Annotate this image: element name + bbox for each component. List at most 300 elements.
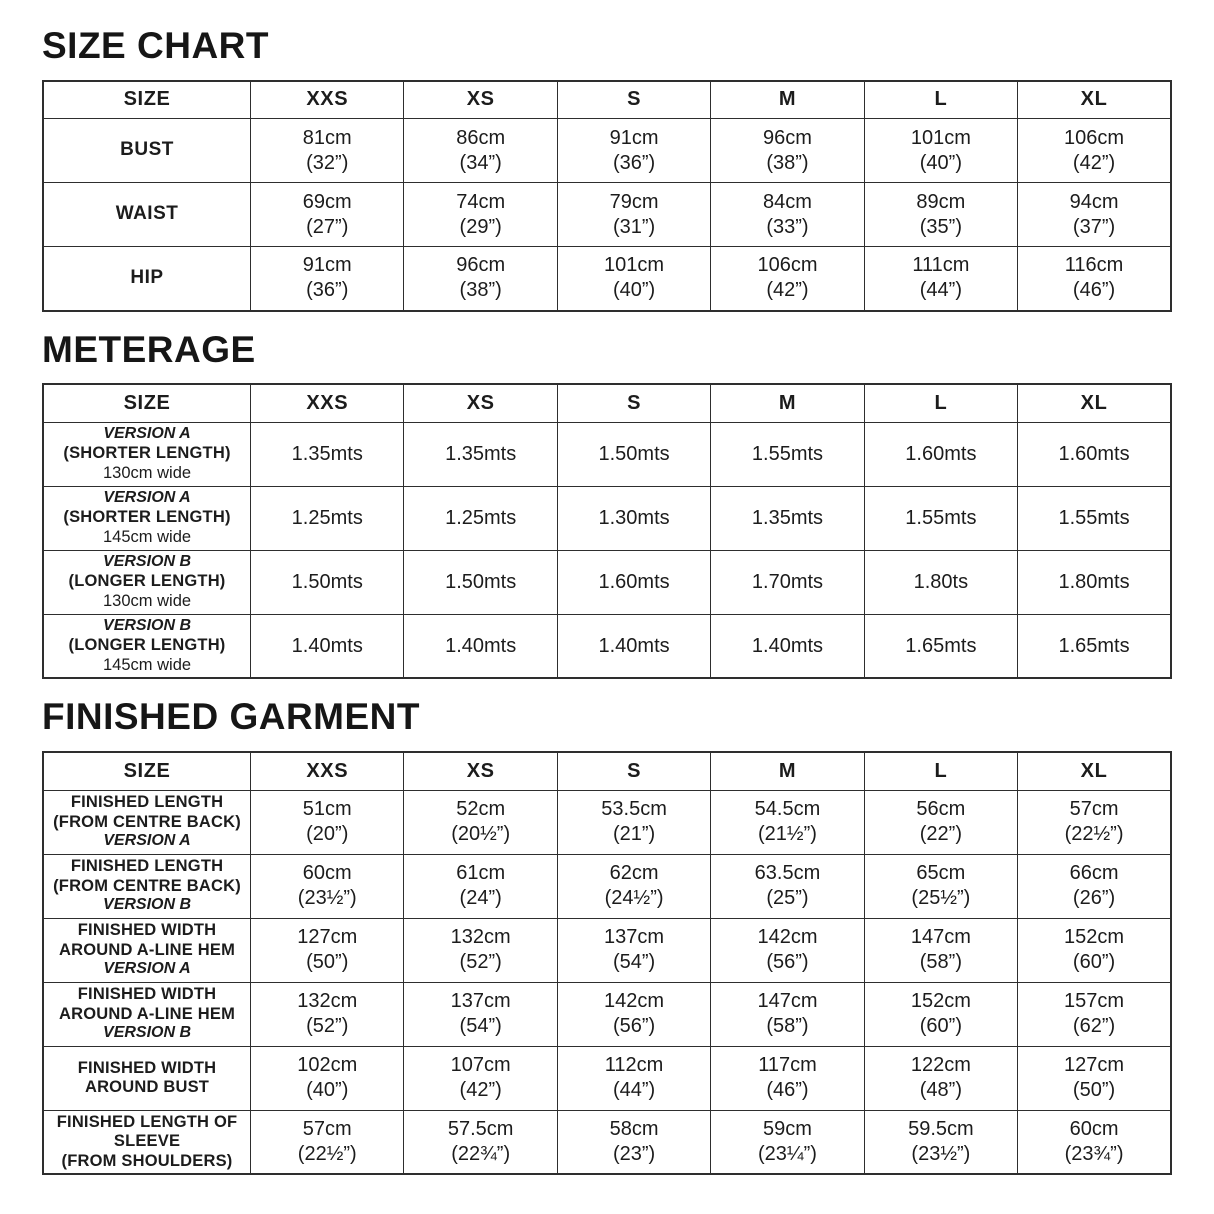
row-label-line: AROUND A-LINE HEM (59, 1004, 236, 1023)
value-cell (557, 550, 710, 614)
value-line: 117cm (758, 1054, 817, 1077)
row-label-line: VERSION A (103, 960, 191, 978)
value-line: 111cm (912, 254, 970, 277)
table-row (43, 918, 1171, 982)
value-line: 106cm (1064, 126, 1125, 149)
finished-garment-section (42, 697, 1172, 1175)
row-label (43, 422, 251, 486)
value-cell (864, 247, 1017, 311)
value-cell (557, 854, 710, 918)
value-line: (24½”) (604, 887, 664, 910)
row-label-line: SLEEVE (113, 1132, 181, 1151)
value-line: (23½”) (297, 887, 357, 910)
value-line: (58”) (919, 951, 962, 974)
value-line: 1.60mts (598, 570, 670, 593)
value-cell (711, 247, 864, 311)
value-line: (38”) (459, 279, 502, 302)
value-cell (557, 183, 710, 247)
value-line: 1.50mts (445, 570, 517, 593)
value-cell (404, 422, 557, 486)
value-line: 96cm (763, 126, 812, 149)
value-line: (54”) (612, 951, 656, 974)
value-line: (23½”) (911, 1142, 971, 1165)
row-label-line: 130cm wide (103, 591, 192, 610)
size-chart-section (42, 26, 1172, 312)
size-column-header-s: S (557, 752, 710, 790)
value-cell (251, 247, 404, 311)
row-label-line: FINISHED WIDTH (77, 1058, 217, 1077)
value-line: (23”) (612, 1142, 656, 1165)
value-line: 1.30mts (598, 506, 670, 529)
value-line: 1.80mts (1058, 570, 1130, 593)
value-line: 51cm (302, 798, 352, 821)
value-cell (404, 119, 557, 183)
row-label-line: (LONGER LENGTH) (68, 636, 226, 655)
size-column-header-m: M (711, 752, 864, 790)
value-line: (46”) (766, 1079, 809, 1102)
value-line: (50”) (1072, 1079, 1116, 1102)
value-line: 66cm (1069, 862, 1119, 885)
value-line: (25½”) (911, 887, 971, 910)
table-row (43, 422, 1171, 486)
value-line: (52”) (459, 951, 502, 974)
value-line: 61cm (456, 862, 506, 885)
row-label (43, 854, 251, 918)
size-column-header-xs: XS (404, 81, 557, 119)
value-line: (22”) (919, 823, 962, 846)
value-line: (60”) (919, 1015, 962, 1038)
value-line: 147cm (910, 926, 971, 949)
value-cell (404, 486, 557, 550)
value-line: 147cm (757, 990, 818, 1013)
size-column-header-xl: XL (1018, 81, 1171, 119)
value-line: (22½”) (1064, 823, 1124, 846)
value-cell (711, 614, 864, 678)
value-cell (864, 790, 1017, 854)
row-label-line: HIP (130, 267, 164, 289)
value-cell (1018, 982, 1171, 1046)
value-line: (21”) (612, 823, 656, 846)
size-column-header-xxs: XXS (251, 752, 404, 790)
meterage-table (42, 383, 1172, 679)
value-line: 1.25mts (445, 506, 517, 529)
value-cell (864, 1046, 1017, 1110)
value-line: 122cm (910, 1054, 971, 1077)
row-label (43, 486, 251, 550)
value-line: (29”) (459, 215, 502, 238)
row-label-line: FINISHED LENGTH (70, 857, 224, 876)
value-line: (44”) (612, 1079, 656, 1102)
value-cell (251, 1110, 404, 1174)
table-row (43, 247, 1171, 311)
value-line: 60cm (302, 862, 352, 885)
row-label-line: VERSION A (103, 489, 191, 507)
value-line: (38”) (766, 151, 809, 174)
value-line: 52cm (456, 798, 506, 821)
value-line: 137cm (604, 926, 665, 949)
table-row (43, 982, 1171, 1046)
row-label-line: (SHORTER LENGTH) (63, 444, 231, 463)
value-cell (557, 119, 710, 183)
value-cell (1018, 1110, 1171, 1174)
value-cell (251, 183, 404, 247)
value-cell (251, 486, 404, 550)
table-row (43, 183, 1171, 247)
value-cell (864, 119, 1017, 183)
value-cell (404, 1110, 557, 1174)
size-column-header-m: M (711, 384, 864, 422)
value-line: (26”) (1072, 887, 1116, 910)
size-chart-body (43, 119, 1171, 311)
value-cell (1018, 854, 1171, 918)
row-label-line: (FROM CENTRE BACK) (53, 876, 241, 895)
value-cell (251, 550, 404, 614)
row-label-line: VERSION A (103, 832, 191, 850)
value-line: 96cm (456, 254, 506, 277)
value-line: 59.5cm (908, 1117, 974, 1140)
value-line: 1.55mts (905, 506, 977, 529)
value-line: (46”) (1072, 279, 1116, 302)
size-label-header: SIZE (43, 81, 251, 119)
size-label-header: SIZE (43, 384, 251, 422)
row-label-line: VERSION B (103, 617, 192, 635)
table-row (43, 790, 1171, 854)
value-line: (40”) (612, 279, 656, 302)
value-line: 56cm (916, 798, 966, 821)
value-line: 91cm (609, 126, 659, 149)
value-line: (56”) (612, 1015, 656, 1038)
value-line: (58”) (766, 1015, 809, 1038)
value-line: 1.35mts (291, 442, 363, 465)
value-cell (711, 422, 864, 486)
size-column-header-m: M (711, 81, 864, 119)
value-line: 157cm (1064, 990, 1125, 1013)
value-line: 1.50mts (291, 570, 363, 593)
value-line: (42”) (459, 1079, 502, 1102)
size-column-header-l: L (864, 81, 1017, 119)
value-cell (251, 422, 404, 486)
value-line: 1.50mts (598, 442, 670, 465)
value-line: 74cm (456, 190, 506, 213)
size-column-header-xs: XS (404, 384, 557, 422)
value-line: (20½”) (451, 823, 511, 846)
value-cell (557, 1046, 710, 1110)
value-line: 132cm (450, 926, 511, 949)
value-line: (40”) (306, 1079, 349, 1102)
value-line: 101cm (910, 126, 971, 149)
row-label (43, 790, 251, 854)
value-line: (25”) (766, 887, 809, 910)
value-line: 60cm (1069, 1117, 1119, 1140)
value-cell (557, 790, 710, 854)
value-line: (23¾”) (1064, 1142, 1124, 1165)
size-column-header-l: L (864, 752, 1017, 790)
row-label-line: (FROM CENTRE BACK) (53, 812, 241, 831)
row-label (43, 614, 251, 678)
row-label-line: 145cm wide (103, 655, 192, 674)
value-line: 57.5cm (447, 1117, 514, 1140)
table-row (43, 854, 1171, 918)
value-line: (37”) (1072, 215, 1116, 238)
value-cell (711, 918, 864, 982)
value-line: (36”) (612, 151, 656, 174)
row-label-line: VERSION B (103, 896, 192, 914)
value-cell (1018, 550, 1171, 614)
row-label-line: VERSION A (103, 425, 191, 443)
value-line: 58cm (609, 1117, 659, 1140)
value-cell (251, 614, 404, 678)
value-line: (44”) (919, 279, 962, 302)
table-row (43, 550, 1171, 614)
value-line: 137cm (450, 990, 511, 1013)
row-label-line: BUST (120, 139, 174, 161)
value-cell (864, 982, 1017, 1046)
value-cell (711, 550, 864, 614)
meterage-header (43, 384, 1171, 422)
size-column-header-s: S (557, 81, 710, 119)
table-row (43, 1110, 1171, 1174)
value-cell (711, 486, 864, 550)
value-line: 69cm (302, 190, 352, 213)
value-line: (52”) (306, 1015, 349, 1038)
value-cell (711, 1046, 864, 1110)
value-line: (60”) (1072, 951, 1116, 974)
value-line: 116cm (1064, 254, 1124, 277)
value-cell (404, 790, 557, 854)
row-label-line: FINISHED WIDTH (77, 921, 217, 940)
value-line: 57cm (1069, 798, 1119, 821)
value-line: (20”) (306, 823, 349, 846)
header-row (43, 752, 1171, 790)
value-line: 152cm (1064, 926, 1125, 949)
value-line: 91cm (302, 254, 352, 277)
value-cell (711, 119, 864, 183)
value-cell (557, 486, 710, 550)
value-line: 1.35mts (751, 506, 824, 529)
value-cell (251, 1046, 404, 1110)
value-cell (251, 918, 404, 982)
value-cell (557, 422, 710, 486)
value-line: 1.40mts (751, 634, 824, 657)
value-line: 1.40mts (291, 634, 363, 657)
value-line: 102cm (297, 1054, 358, 1077)
value-cell (864, 486, 1017, 550)
value-line: (42”) (766, 279, 809, 302)
row-label (43, 247, 251, 311)
value-cell (557, 1110, 710, 1174)
row-label-line: AROUND BUST (84, 1078, 210, 1097)
size-label-header: SIZE (43, 752, 251, 790)
value-line: 127cm (1064, 1054, 1125, 1077)
row-label-line: 145cm wide (103, 527, 192, 546)
value-line: 1.65mts (1058, 634, 1130, 657)
size-column-header-xl: XL (1018, 752, 1171, 790)
value-cell (251, 982, 404, 1046)
value-line: 86cm (456, 126, 506, 149)
row-label (43, 982, 251, 1046)
value-line: 142cm (604, 990, 665, 1013)
value-line: 1.60mts (905, 442, 977, 465)
value-cell (404, 982, 557, 1046)
value-cell (864, 550, 1017, 614)
value-line: (21½”) (758, 823, 817, 846)
value-cell (557, 247, 710, 311)
value-line: (42”) (1072, 151, 1116, 174)
value-line: 152cm (910, 990, 971, 1013)
value-cell (1018, 918, 1171, 982)
value-line: 1.70mts (751, 570, 824, 593)
table-row (43, 1046, 1171, 1110)
value-line: 1.65mts (905, 634, 977, 657)
meterage-body (43, 422, 1171, 678)
value-cell (864, 854, 1017, 918)
value-cell (557, 982, 710, 1046)
value-cell (557, 614, 710, 678)
table-row (43, 486, 1171, 550)
value-cell (251, 854, 404, 918)
value-cell (557, 918, 710, 982)
size-column-header-xxs: XXS (251, 384, 404, 422)
value-cell (404, 247, 557, 311)
size-chart-header (43, 81, 1171, 119)
size-column-header-xxs: XXS (251, 81, 404, 119)
value-cell (711, 854, 864, 918)
value-line: 53.5cm (601, 798, 667, 821)
value-cell (1018, 614, 1171, 678)
header-row (43, 384, 1171, 422)
value-line: (31”) (612, 215, 656, 238)
value-line: (23¼”) (758, 1142, 817, 1165)
value-cell (864, 614, 1017, 678)
row-label (43, 918, 251, 982)
size-chart-title: SIZE CHART (42, 25, 269, 66)
value-line: (56”) (766, 951, 809, 974)
table-row (43, 614, 1171, 678)
value-cell (864, 183, 1017, 247)
value-cell (404, 918, 557, 982)
value-line: (40”) (919, 151, 962, 174)
value-line: (36”) (306, 279, 349, 302)
row-label-line: (LONGER LENGTH) (68, 572, 226, 591)
value-line: 142cm (757, 926, 818, 949)
value-line: 106cm (757, 254, 818, 277)
value-line: 63.5cm (754, 862, 821, 885)
value-line: (32”) (306, 151, 349, 174)
value-line: 132cm (297, 990, 358, 1013)
value-line: (24”) (459, 887, 502, 910)
value-cell (711, 183, 864, 247)
size-column-header-s: S (557, 384, 710, 422)
finished-garment-body (43, 790, 1171, 1174)
value-cell (1018, 1046, 1171, 1110)
row-label-line: WAIST (115, 203, 179, 225)
value-line: (33”) (766, 215, 809, 238)
value-cell (711, 790, 864, 854)
value-line: 1.35mts (445, 442, 517, 465)
value-line: 89cm (916, 190, 966, 213)
row-label-line: AROUND A-LINE HEM (59, 940, 236, 959)
row-label-line: FINISHED LENGTH OF (56, 1112, 238, 1131)
value-cell (1018, 119, 1171, 183)
value-line: 57cm (302, 1117, 352, 1140)
row-label-line: 130cm wide (103, 463, 192, 482)
size-column-header-xs: XS (404, 752, 557, 790)
size-column-header-l: L (864, 384, 1017, 422)
value-line: 127cm (297, 926, 358, 949)
value-line: (62”) (1072, 1015, 1116, 1038)
meterage-section (42, 330, 1172, 680)
value-line: 79cm (609, 190, 659, 213)
value-line: 84cm (763, 190, 812, 213)
table-row (43, 119, 1171, 183)
value-line: (27”) (306, 215, 349, 238)
value-cell (864, 918, 1017, 982)
row-label (43, 1110, 251, 1174)
value-line: 1.40mts (445, 634, 517, 657)
value-cell (251, 790, 404, 854)
value-cell (864, 422, 1017, 486)
value-cell (1018, 422, 1171, 486)
value-cell (711, 982, 864, 1046)
value-cell (404, 614, 557, 678)
value-line: 81cm (302, 126, 352, 149)
row-label (43, 1046, 251, 1110)
value-line: 1.40mts (598, 634, 670, 657)
value-line: 54.5cm (754, 798, 821, 821)
value-line: 107cm (450, 1054, 511, 1077)
value-line: (22¾”) (451, 1142, 511, 1165)
value-line: 1.80ts (913, 570, 969, 593)
value-cell (711, 1110, 864, 1174)
value-line: 59cm (763, 1117, 812, 1140)
value-line: 1.55mts (751, 442, 824, 465)
value-cell (1018, 183, 1171, 247)
row-label-line: FINISHED LENGTH (70, 793, 224, 812)
value-line: (54”) (459, 1015, 502, 1038)
header-row (43, 81, 1171, 119)
row-label-line: VERSION B (103, 553, 192, 571)
value-line: 65cm (916, 862, 966, 885)
value-cell (1018, 247, 1171, 311)
finished-garment-table (42, 751, 1172, 1175)
value-line: 94cm (1069, 190, 1119, 213)
value-cell (864, 1110, 1017, 1174)
value-line: (35”) (919, 215, 962, 238)
value-cell (404, 1046, 557, 1110)
row-label-line: (FROM SHOULDERS) (61, 1151, 233, 1170)
value-cell (251, 119, 404, 183)
row-label-line: VERSION B (103, 1024, 192, 1042)
value-line: 62cm (609, 862, 659, 885)
value-cell (404, 550, 557, 614)
value-cell (404, 183, 557, 247)
value-line: 1.55mts (1058, 506, 1130, 529)
value-line: 112cm (604, 1054, 664, 1077)
finished-garment-title: FINISHED GARMENT (42, 696, 420, 738)
row-label (43, 119, 251, 183)
value-cell (404, 854, 557, 918)
value-line: (50”) (306, 951, 349, 974)
value-cell (1018, 486, 1171, 550)
row-label-line: FINISHED WIDTH (77, 985, 217, 1004)
value-line: (48”) (919, 1079, 962, 1102)
value-line: (22½”) (297, 1142, 357, 1165)
size-chart-table (42, 80, 1172, 312)
value-line: (34”) (459, 151, 502, 174)
value-line: 1.60mts (1058, 442, 1130, 465)
row-label (43, 550, 251, 614)
value-cell (1018, 790, 1171, 854)
